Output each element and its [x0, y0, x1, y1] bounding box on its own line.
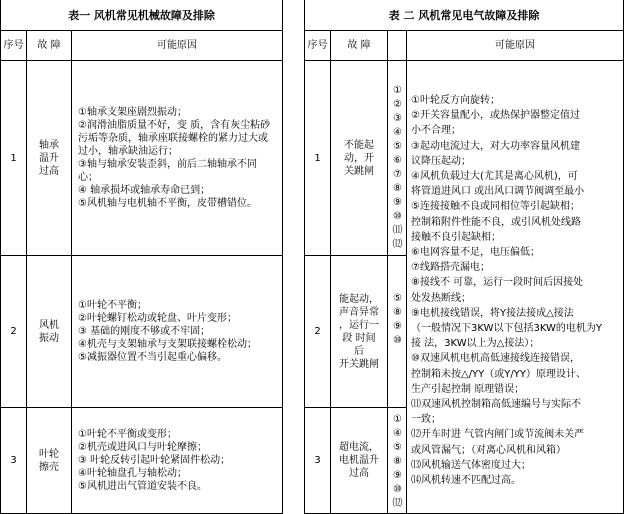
table2-header-marker	[388, 31, 407, 61]
table2-cause-line: ⑾双速风机控制箱高低速编号与实际不	[411, 399, 581, 410]
table2-cause-line: ⑤连接接触不良或同相位等引起缺相；	[411, 201, 580, 213]
table1-row2-no: 2	[1, 256, 27, 408]
table1-row3-fault: 叶轮 擦壳	[27, 408, 72, 514]
table1-row2-fault: 风机 振动	[27, 256, 72, 408]
table2-row3-no: 3	[305, 408, 331, 514]
table2-header-no: 序号	[305, 31, 331, 61]
table1-row1-no: 1	[1, 61, 27, 256]
table2-cause-line: （一般情况下3KW以下包括3KW的电机为Y	[411, 323, 603, 334]
table-gap	[283, 0, 304, 514]
table2-cause-line: ④风机负载过大(尤其是离心风机)，可	[411, 171, 578, 182]
table2-row2-fault: 能起动， 声音异常 ，运行一 段 时间 后 开关跳闸	[331, 256, 388, 408]
table1-row1-fault: 轴承 温升 过高	[27, 61, 72, 256]
table2-header-fault: 故 障	[331, 31, 388, 61]
table2-cause-line: ②开关容量配小，或热保护器整定值过	[411, 110, 580, 122]
table2-cause-line: 接触不良引起缺相；	[411, 231, 501, 243]
table2-cause-line: ⒁风机转速不匹配过高。	[411, 475, 521, 486]
table2-row2-no: 2	[305, 256, 331, 408]
table2-cause-line: 接 法，3KW以上为△接法）；	[411, 338, 540, 350]
table2-cause-line: 控制箱未按△/YY（或Y/YY）原理设计、	[411, 368, 586, 380]
table2-cause-line: ⑧接线不 可靠，运行一段时间后因接处	[411, 277, 584, 289]
table1-title: 表一 风机常见机械故障及排除	[1, 0, 282, 31]
table1-row2-causes: ①叶轮不平衡； ②叶轮螺钉松动或轮盘、叶片变形； ③ 基础的刚度不够或不牢固； ④机壳与支架轴承与支架联接螺栓松动； ⑤减振器位置不当引起重心偏移。	[72, 256, 282, 408]
table2-cause-line: ③起动电流过大，对大功率容量风机建	[411, 140, 580, 152]
table2-cause-line: ⑦线路搭壳漏电；	[411, 262, 490, 274]
table2-cause-line: 议降压起动；	[411, 155, 471, 167]
table1-header-no: 序号	[1, 31, 27, 61]
table2-cause-line: 一致；	[411, 414, 441, 426]
table2-row3-markers: ① ④ ⑤ ⑧ ⑨ ⑩ ⑿	[392, 414, 403, 509]
table1-row3-causes: ①叶轮不平衡或变形； ②机壳或进风口与叶轮摩擦； ③ 叶轮反转引起叶轮紧固件松动； ④叶轮轴盘孔与轴松动； ⑤风机进出气管道安装不良。	[72, 408, 282, 514]
table2-row1-fault: 不能起 动，开 关跳闸	[331, 61, 388, 256]
table2-cause-line: ⑨电机接线错误，将Y接法接成△接法	[411, 307, 574, 319]
table2-causes	[411, 94, 619, 514]
table2-title: 表 二 风机常见电气故障及排除	[305, 0, 623, 31]
table2-cause-line: 生产引起控制 原理错误；	[411, 383, 525, 395]
table2-cause-line: ⑿开车时进 气管内闸门或节流阀未关严	[411, 429, 585, 441]
table1-row1-causes: ①轴承支架座剧烈振动； ②润滑油脂质量不好，变 质，含有灰尘粘砂污垢等杂质，轴承座联接螺栓的紧力过大或过小，轴承缺油运行； ③轴与轴承安装歪斜，前后二轴轴承不同心； ④ 轴承损坏或轴承寿命已到； ⑤风机轴与电机轴不平衡，皮带槽错位。	[72, 61, 282, 256]
table2-row1-markers: ① ② ③ ④ ⑤ ⑥ ⑦ ⑧ ⑨ ⑩ ⑾ ⑿	[392, 85, 403, 250]
table2-row3-fault: 超电流， 电机温升 过高	[331, 408, 388, 514]
table1-header-fault: 故 障	[27, 31, 72, 61]
table2-cause-line: 将管道进风口 或出风口调节阀调至最小	[411, 186, 585, 198]
table2-cause-line: ⒀风机输送气体密度过大；	[411, 459, 531, 471]
table2-cause-line: 或风管漏气；（对离心风机和风箱）	[411, 444, 566, 456]
mechanical-fault-table	[0, 0, 283, 514]
table2-cause-line: ①叶轮反方向旋转；	[411, 95, 500, 106]
table2-header-cause: 可能原因	[407, 31, 623, 61]
table2-cause-line: 控制箱附件性能不良，或引风机处线路	[411, 216, 581, 228]
table1-header-cause: 可能原因	[72, 31, 282, 61]
table2-row2-markers: ⑤ ⑧ ⑨ ⑩	[393, 293, 402, 346]
table2-cause-line: 处发热断线；	[411, 292, 471, 304]
table2-cause-line: ⑩双速风机电机高低速接线连接错误，	[411, 353, 580, 365]
table2-cause-line: 小不合理；	[411, 125, 461, 137]
table2-row1-no: 1	[305, 61, 331, 256]
electrical-fault-table	[304, 0, 624, 514]
table2-cause-line: ⑥电网容量不足，电压偏低；	[411, 247, 540, 258]
table1-row3-no: 3	[1, 408, 27, 514]
